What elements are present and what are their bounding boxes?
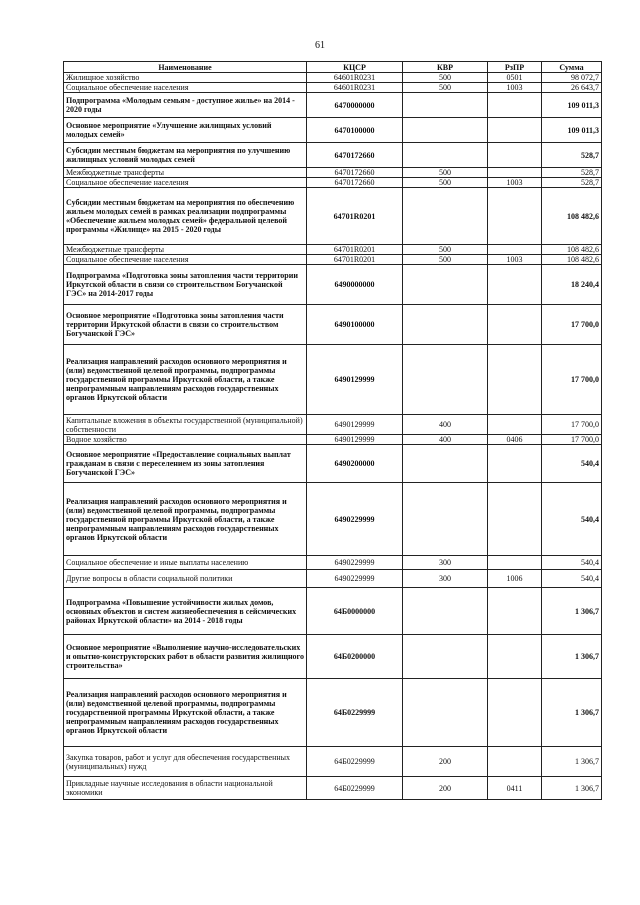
cell-sum: 1 306,7 (542, 679, 602, 747)
table-row (64, 679, 602, 747)
cell-name: Основное мероприятие «Выполнение научно-исследовательских и опытно-конструкторских работ в области развития жилищного строительства» (64, 635, 307, 679)
cell-name: Субсидии местным бюджетам на мероприятия по обеспечению жильем молодых семей в рамках реализации подпрограммы «Обеспечение жильем молодых семей» федеральной целевой программы «Жилище» на 2015 - 2020 годы (64, 188, 307, 245)
cell-kvr: 500 (403, 168, 488, 178)
cell-rzpr (488, 188, 542, 245)
cell-kvr (403, 265, 488, 305)
cell-rzpr (488, 143, 542, 168)
cell-kvr (403, 188, 488, 245)
cell-name: Жилищное хозяйство (64, 73, 307, 83)
table-row (64, 168, 602, 178)
cell-kcsr: 6490229999 (307, 483, 403, 556)
cell-kvr (403, 679, 488, 747)
table-row (64, 73, 602, 83)
cell-name: Социальное обеспечение и иные выплаты населению (64, 556, 307, 570)
cell-kvr (403, 305, 488, 345)
cell-name: Подпрограмма «Подготовка зоны затопления части территории Иркутской области в связи со строительством Богучанской ГЭС» на 2014-2017 годы (64, 265, 307, 305)
cell-sum: 540,4 (542, 445, 602, 483)
cell-sum: 528,7 (542, 143, 602, 168)
cell-kcsr: 6490100000 (307, 305, 403, 345)
cell-kcsr: 6490129999 (307, 415, 403, 435)
cell-kcsr: 64Б0229999 (307, 777, 403, 800)
table-row (64, 118, 602, 143)
cell-name: Прикладные научные исследования в области национальной экономики (64, 777, 307, 800)
table-row (64, 777, 602, 800)
table-row (64, 556, 602, 570)
cell-rzpr (488, 345, 542, 415)
cell-sum: 17 700,0 (542, 305, 602, 345)
budget-table (63, 61, 602, 800)
table-row (64, 588, 602, 635)
cell-name: Закупка товаров, работ и услуг для обеспечения государственных (муниципальных) нужд (64, 747, 307, 777)
cell-kcsr: 6470172660 (307, 178, 403, 188)
cell-kcsr: 6490229999 (307, 556, 403, 570)
cell-sum: 1 306,7 (542, 588, 602, 635)
cell-kcsr: 64Б0229999 (307, 747, 403, 777)
cell-rzpr (488, 679, 542, 747)
cell-kvr: 500 (403, 245, 488, 255)
cell-kvr: 300 (403, 556, 488, 570)
cell-rzpr (488, 415, 542, 435)
cell-kcsr: 64701R0201 (307, 188, 403, 245)
cell-rzpr: 0406 (488, 435, 542, 445)
cell-rzpr (488, 245, 542, 255)
cell-rzpr: 0501 (488, 73, 542, 83)
cell-sum: 1 306,7 (542, 747, 602, 777)
cell-kcsr: 6490129999 (307, 345, 403, 415)
cell-kcsr: 6490129999 (307, 435, 403, 445)
cell-rzpr (488, 265, 542, 305)
table-row (64, 483, 602, 556)
cell-sum: 528,7 (542, 178, 602, 188)
table-row (64, 435, 602, 445)
cell-rzpr (488, 118, 542, 143)
cell-rzpr (488, 588, 542, 635)
cell-sum: 17 700,0 (542, 435, 602, 445)
cell-rzpr: 1006 (488, 570, 542, 588)
cell-kvr: 500 (403, 255, 488, 265)
cell-sum: 540,4 (542, 483, 602, 556)
cell-sum: 17 700,0 (542, 345, 602, 415)
cell-rzpr: 1003 (488, 83, 542, 93)
table-row (64, 570, 602, 588)
cell-sum: 26 643,7 (542, 83, 602, 93)
cell-kvr: 500 (403, 73, 488, 83)
cell-kcsr: 6470172660 (307, 168, 403, 178)
cell-sum: 540,4 (542, 556, 602, 570)
cell-kvr: 400 (403, 415, 488, 435)
table-row (64, 747, 602, 777)
table-row (64, 345, 602, 415)
cell-kvr (403, 345, 488, 415)
cell-kvr: 200 (403, 777, 488, 800)
cell-sum: 108 482,6 (542, 188, 602, 245)
header-kvr: КВР (403, 62, 488, 73)
cell-sum: 109 011,3 (542, 93, 602, 118)
cell-name: Реализация направлений расходов основного мероприятия и (или) ведомственной целевой программы, подпрограммы государственной программы Иркутской области, а также непрограммным направлениям расходов государственных органов Иркутской области (64, 679, 307, 747)
cell-kcsr: 64Б0200000 (307, 635, 403, 679)
cell-name: Реализация направлений расходов основного мероприятия и (или) ведомственной целевой программы, подпрограммы государственной программы Иркутской области, а также непрограммным направлениям расходов государственных органов Иркутской области (64, 345, 307, 415)
cell-kvr (403, 483, 488, 556)
table-row (64, 415, 602, 435)
cell-rzpr (488, 93, 542, 118)
table-row (64, 245, 602, 255)
cell-rzpr (488, 747, 542, 777)
cell-rzpr: 0411 (488, 777, 542, 800)
table-header-row (64, 62, 602, 73)
cell-sum: 17 700,0 (542, 415, 602, 435)
cell-name: Водное хозяйство (64, 435, 307, 445)
cell-kcsr: 64Б0000000 (307, 588, 403, 635)
table-row (64, 635, 602, 679)
cell-sum: 109 011,3 (542, 118, 602, 143)
cell-rzpr (488, 305, 542, 345)
cell-name: Реализация направлений расходов основного мероприятия и (или) ведомственной целевой программы, подпрограммы государственной программы Иркутской области, а также непрограммным направлениям расходов государственных органов Иркутской области (64, 483, 307, 556)
cell-name: Межбюджетные трансферты (64, 245, 307, 255)
cell-sum: 1 306,7 (542, 777, 602, 800)
cell-rzpr (488, 445, 542, 483)
cell-name: Основное мероприятие «Улучшение жилищных условий молодых семей» (64, 118, 307, 143)
cell-name: Социальное обеспечение населения (64, 83, 307, 93)
cell-sum: 18 240,4 (542, 265, 602, 305)
cell-kcsr: 64701R0201 (307, 245, 403, 255)
cell-kvr: 500 (403, 83, 488, 93)
page-number: 61 (315, 40, 325, 51)
table-row (64, 93, 602, 118)
cell-name: Капитальные вложения в объекты государственной (муниципальной) собственности (64, 415, 307, 435)
cell-name: Основное мероприятие «Подготовка зоны затопления части территории Иркутской области в связи со строительством Богучанской ГЭС» (64, 305, 307, 345)
cell-name: Подпрограмма «Молодым семьям - доступное жилье» на 2014 - 2020 годы (64, 93, 307, 118)
cell-kvr: 500 (403, 178, 488, 188)
cell-kcsr: 6490200000 (307, 445, 403, 483)
table-row (64, 178, 602, 188)
cell-name: Социальное обеспечение населения (64, 178, 307, 188)
cell-name: Подпрограмма «Повышение устойчивости жилых домов, основных объектов и систем жизнеобеспечения в сейсмических районах Иркутской области» на 2014 - 2018 годы (64, 588, 307, 635)
cell-rzpr (488, 483, 542, 556)
cell-name: Социальное обеспечение населения (64, 255, 307, 265)
cell-kcsr: 64601R0231 (307, 73, 403, 83)
cell-kvr (403, 445, 488, 483)
cell-kvr (403, 143, 488, 168)
cell-kcsr: 64701R0201 (307, 255, 403, 265)
table-body (64, 73, 602, 800)
cell-sum: 98 072,7 (542, 73, 602, 83)
cell-rzpr (488, 556, 542, 570)
header-sum: Сумма (542, 62, 602, 73)
cell-kvr: 200 (403, 747, 488, 777)
header-rzpr: РзПР (488, 62, 542, 73)
cell-kvr: 300 (403, 570, 488, 588)
cell-kcsr: 64601R0231 (307, 83, 403, 93)
cell-kcsr: 64Б0229999 (307, 679, 403, 747)
cell-sum: 540,4 (542, 570, 602, 588)
cell-sum: 108 482,6 (542, 245, 602, 255)
cell-name: Межбюджетные трансферты (64, 168, 307, 178)
cell-rzpr (488, 168, 542, 178)
cell-sum: 528,7 (542, 168, 602, 178)
cell-kcsr: 6470172660 (307, 143, 403, 168)
cell-rzpr (488, 635, 542, 679)
cell-name: Субсидии местным бюджетам на мероприятия по улучшению жилищных условий молодых семей (64, 143, 307, 168)
cell-kcsr: 6490000000 (307, 265, 403, 305)
table-row (64, 265, 602, 305)
cell-kvr (403, 588, 488, 635)
cell-kcsr: 6470100000 (307, 118, 403, 143)
table-row (64, 83, 602, 93)
table-row (64, 255, 602, 265)
cell-name: Другие вопросы в области социальной политики (64, 570, 307, 588)
cell-kvr (403, 118, 488, 143)
table-row (64, 188, 602, 245)
cell-kvr (403, 635, 488, 679)
cell-kvr (403, 93, 488, 118)
table-row (64, 305, 602, 345)
table-row (64, 143, 602, 168)
cell-name: Основное мероприятие «Предоставление социальных выплат гражданам в связи с переселением из зоны затопления Богучанской ГЭС» (64, 445, 307, 483)
cell-sum: 1 306,7 (542, 635, 602, 679)
header-name: Наименование (64, 62, 307, 73)
cell-sum: 108 482,6 (542, 255, 602, 265)
table-row (64, 445, 602, 483)
cell-kcsr: 6490229999 (307, 570, 403, 588)
header-kcsr: КЦСР (307, 62, 403, 73)
cell-kvr: 400 (403, 435, 488, 445)
cell-rzpr: 1003 (488, 255, 542, 265)
cell-kcsr: 6470000000 (307, 93, 403, 118)
cell-rzpr: 1003 (488, 178, 542, 188)
